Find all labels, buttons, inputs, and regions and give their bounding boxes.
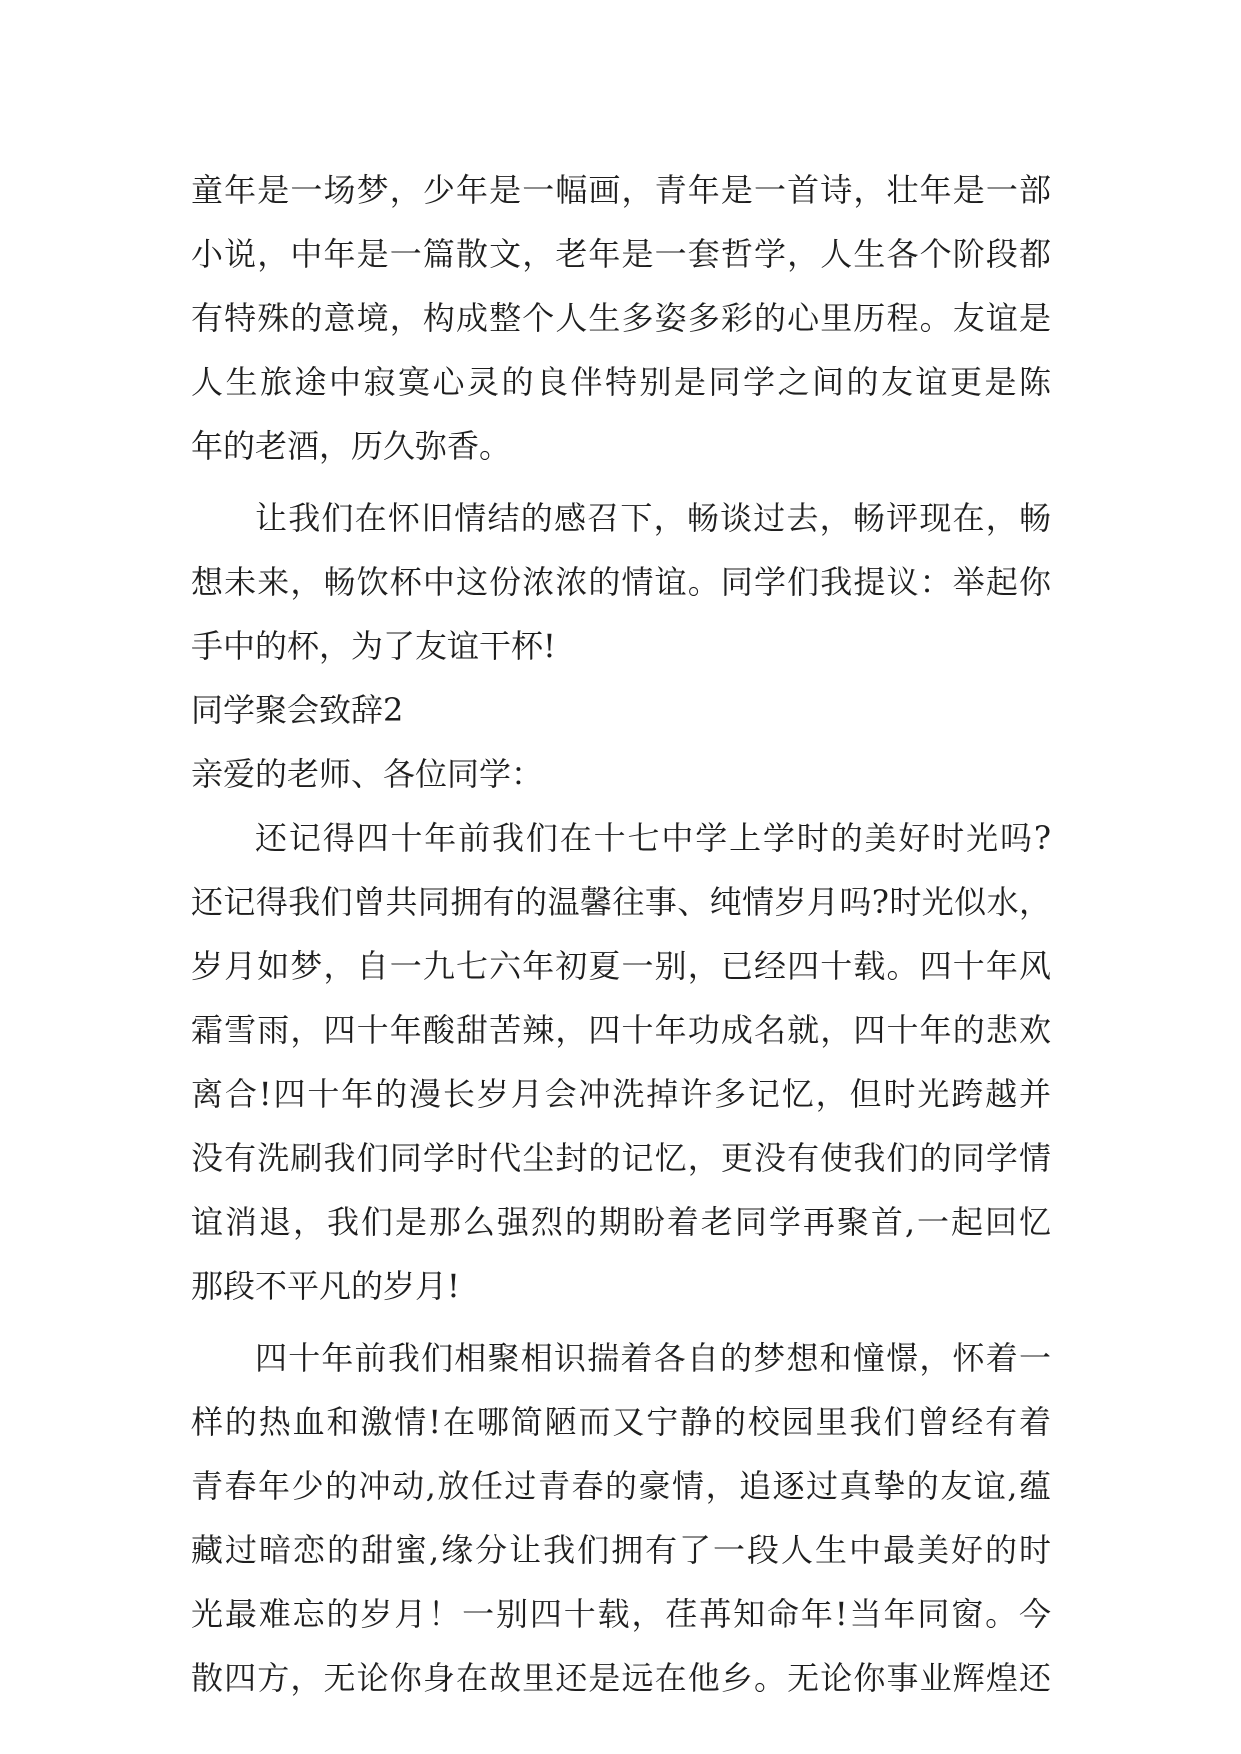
- paragraph-line: 还记得我们曾共同拥有的温馨往事、纯情岁月吗?时光似水，: [191, 883, 1051, 921]
- paragraph-line: 手中的杯，为了友谊干杯!: [191, 627, 556, 665]
- paragraph-line: 岁月如梦，自一九七六年初夏一别，已经四十载。四十年风: [191, 947, 1051, 985]
- paragraph-line: 藏过暗恋的甜蜜,缘分让我们拥有了一段人生中最美好的时: [191, 1531, 1051, 1569]
- paragraph-line: 样的热血和激情!在哪简陋而又宁静的校园里我们曾经有着: [191, 1403, 1051, 1441]
- paragraph-spacer: [191, 1318, 1051, 1326]
- paragraph-line: 年的老酒，历久弥香。: [191, 427, 512, 465]
- paragraph-line: 离合!四十年的漫长岁月会冲洗掉许多记忆，但时光跨越并: [191, 1075, 1051, 1113]
- paragraph-line: 想未来，畅饮杯中这份浓浓的情谊。同学们我提议：举起你: [191, 563, 1051, 601]
- paragraph-1: [191, 158, 1051, 478]
- document-body: [191, 158, 1051, 1710]
- paragraph-spacer: [191, 478, 1051, 486]
- paragraph-line: 光最难忘的岁月！一别四十载，荏苒知命年!当年同窗。今: [191, 1595, 1051, 1633]
- paragraph-4: [191, 1326, 1051, 1710]
- paragraph-line: 谊消退，我们是那么强烈的期盼着老同学再聚首,一起回忆: [191, 1203, 1051, 1241]
- paragraph-line: 人生旅途中寂寞心灵的良伴特别是同学之间的友谊更是陈: [191, 363, 1051, 401]
- paragraph-line: 散四方，无论你身在故里还是远在他乡。无论你事业辉煌还: [191, 1659, 1051, 1697]
- paragraph-line: 童年是一场梦，少年是一幅画，青年是一首诗，壮年是一部: [191, 171, 1051, 209]
- section-title: 同学聚会致辞2: [191, 691, 404, 729]
- paragraph-line: 让我们在怀旧情结的感召下，畅谈过去，畅评现在，畅: [255, 499, 1051, 537]
- paragraph-line: 没有洗刷我们同学时代尘封的记忆，更没有使我们的同学情: [191, 1139, 1051, 1177]
- paragraph-line: 那段不平凡的岁月!: [191, 1267, 460, 1305]
- paragraph-line: 青春年少的冲动,放任过青春的豪情，追逐过真挚的友谊,蕴: [191, 1467, 1051, 1505]
- paragraph-line: 小说，中年是一篇散文，老年是一套哲学，人生各个阶段都: [191, 235, 1051, 273]
- paragraph-line: 四十年前我们相聚相识揣着各自的梦想和憧憬，怀着一: [255, 1339, 1051, 1377]
- paragraph-3: [191, 806, 1051, 1318]
- paragraph-line: 霜雪雨，四十年酸甜苦辣，四十年功成名就，四十年的悲欢: [191, 1011, 1051, 1049]
- salutation: 亲爱的老师、各位同学：: [191, 755, 544, 793]
- paragraph-line: 有特殊的意境，构成整个人生多姿多彩的心里历程。友谊是: [191, 299, 1051, 337]
- paragraph-2: [191, 486, 1051, 678]
- paragraph-line: 还记得四十年前我们在十七中学上学时的美好时光吗?: [255, 819, 1051, 857]
